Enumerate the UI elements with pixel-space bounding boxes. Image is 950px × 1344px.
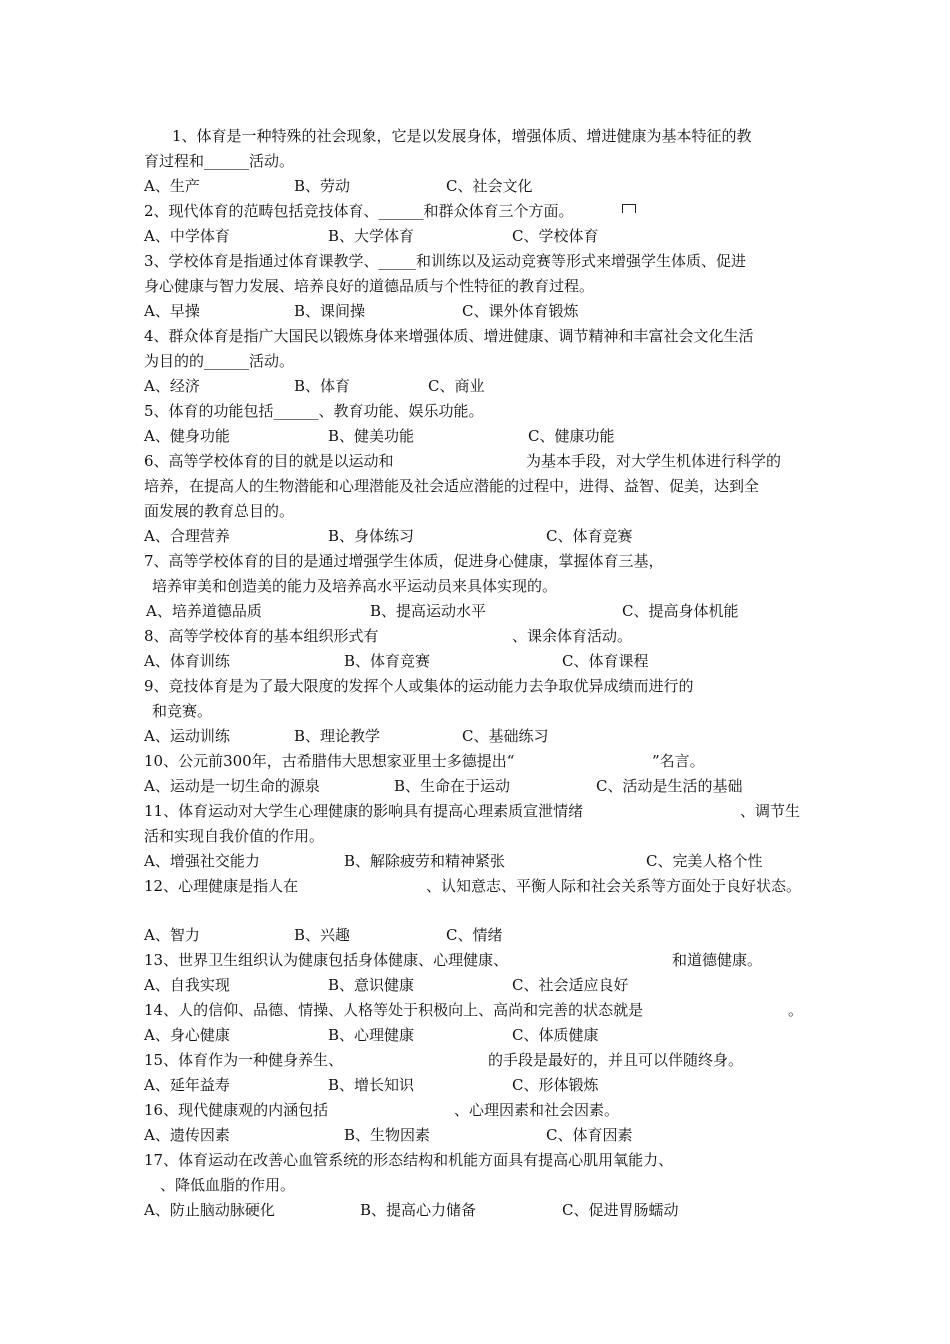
question-6-option-b: B、身体练习 (328, 527, 415, 545)
question-5-line-1: 5、体育的功能包括______、教育功能、娱乐功能。 (144, 402, 484, 420)
question-17-line-2: 、降低血脂的作用。 (160, 1176, 296, 1194)
question-6-option-c: C、体育竞赛 (546, 527, 633, 545)
question-5-option-b: B、健美功能 (328, 427, 415, 445)
question-9-option-b: B、理论教学 (294, 727, 381, 745)
question-13-option-a: A、自我实现 (144, 976, 230, 994)
question-1-line-1: 1、体育是一种特殊的社会现象，它是以发展身体，增强体质、增进健康为基本特征的教 (172, 127, 752, 145)
question-4-line-2: 为目的的______活动。 (144, 352, 295, 370)
question-17-option-a: A、防止脑动脉硬化 (144, 1201, 275, 1219)
question-13-option-b: B、意识健康 (328, 976, 415, 994)
question-6-line-1a: 6、高等学校体育的目的就是以运动和 (144, 452, 394, 470)
question-6-line-2: 培养，在提高人的生物潜能和心理潜能及社会适应潜能的过程中，进得、益智、促美，达到全 (144, 477, 760, 495)
question-8-line-1b: 、课余体育活动。 (512, 627, 633, 645)
question-6-line-1b: 为基本手段，对大学生机体进行科学的 (526, 452, 782, 470)
question-12-option-b: B、兴趣 (294, 926, 351, 944)
question-17-option-c: C、促进胃肠蠕动 (562, 1201, 679, 1219)
question-2-option-c: C、学校体育 (512, 227, 599, 245)
question-4-option-b: B、体育 (294, 377, 351, 395)
question-7-option-b: B、提高运动水平 (370, 602, 487, 620)
question-6-option-a: A、合理营养 (144, 527, 230, 545)
question-16-line-1a: 16、现代健康观的内涵包括 (144, 1101, 329, 1119)
question-16-option-a: A、遗传因素 (144, 1126, 230, 1144)
question-15-line-1a: 15、体育作为一种健身养生、 (144, 1051, 344, 1069)
question-7-option-c: C、提高身体机能 (622, 602, 739, 620)
question-14-option-c: C、体质健康 (512, 1026, 599, 1044)
question-9-line-1: 9、竞技体育是为了最大限度的发挥个人或集体的运动能力去争取优异成绩而进行的 (144, 677, 694, 695)
question-3-line-2: 身心健康与智力发展、培养良好的道德品质与个性特征的教育过程。 (144, 277, 595, 295)
question-10-option-b: B、生命在于运动 (394, 777, 511, 795)
question-11-option-c: C、完美人格个性 (646, 852, 763, 870)
question-17-option-b: B、提高心力储备 (360, 1201, 477, 1219)
question-12-option-c: C、情绪 (446, 926, 503, 944)
question-1-option-a: A、生产 (144, 177, 200, 195)
question-10-option-c: C、活动是生活的基础 (596, 777, 743, 795)
question-3-option-c: C、课外体育锻炼 (462, 302, 579, 320)
question-5-option-a: A、健身功能 (144, 427, 230, 445)
question-13-option-c: C、社会适应良好 (512, 976, 629, 994)
question-11-option-a: A、增强社交能力 (144, 852, 260, 870)
question-14-option-b: B、心理健康 (328, 1026, 415, 1044)
question-1-option-c: C、社会文化 (446, 177, 533, 195)
question-13-line-1b: 和道德健康。 (672, 951, 763, 969)
question-2-line-1: 2、现代体育的范畴包括竞技体育、______和群众体育三个方面。 (144, 202, 574, 220)
question-16-line-1b: 、心理因素和社会因素。 (454, 1101, 620, 1119)
question-17-line-1: 17、体育运动在改善心血管系统的形态结构和机能方面具有提高心肌用氧能力、 (144, 1151, 674, 1169)
question-15-option-a: A、延年益寿 (144, 1076, 230, 1094)
question-15-option-c: C、形体锻炼 (512, 1076, 599, 1094)
question-9-line-2: 和竞赛。 (152, 702, 213, 720)
question-10-option-a: A、运动是一切生命的源泉 (144, 777, 320, 795)
question-3-option-a: A、早操 (144, 302, 200, 320)
question-14-line-1b: 。 (788, 1001, 804, 1019)
question-11-line-2: 活和实现自我价值的作用。 (144, 827, 325, 845)
question-3-line-1: 3、学校体育是指通过体育课教学、_____和训练以及运动竞赛等形式来增强学生体质、促进 (144, 252, 747, 270)
question-15-option-b: B、增长知识 (328, 1076, 415, 1094)
question-7-line-1: 7、高等学校体育的目的是通过增强学生体质，促进身心健康，掌握体育三基， (144, 552, 664, 570)
question-8-option-a: A、体育训练 (144, 652, 230, 670)
question-12-line-1b: 、认知意志、平衡人际和社会关系等方面处于良好状态。 (426, 877, 802, 895)
question-14-line-1a: 14、人的信仰、品德、情操、人格等处于积极向上、高尚和完善的状态就是 (144, 1001, 644, 1019)
question-13-line-1a: 13、世界卫生组织认为健康包括身体健康、心理健康、 (144, 951, 509, 969)
question-7-option-a: A、培养道德品质 (146, 602, 262, 620)
question-4-option-a: A、经济 (144, 377, 200, 395)
question-11-line-1a: 11、体育运动对大学生心理健康的影响具有提高心理素质宣泄情绪 (144, 802, 584, 820)
question-4-option-c: C、商业 (428, 377, 485, 395)
question-10-line-1a: 10、公元前300年，古希腊伟大思想家亚里士多德提出“ (144, 752, 515, 770)
edit-mark (622, 204, 636, 213)
question-2-option-b: B、大学体育 (328, 227, 415, 245)
question-8-option-b: B、体育竞赛 (344, 652, 431, 670)
question-11-line-1b: 、调节生 (740, 802, 801, 820)
question-6-line-3: 面发展的教育总目的。 (144, 502, 295, 520)
question-3-option-b: B、课间操 (294, 302, 366, 320)
question-10-line-1b: ”名言。 (652, 752, 705, 770)
question-12-line-1a: 12、心理健康是指人在 (144, 877, 299, 895)
question-16-option-b: B、生物因素 (344, 1126, 431, 1144)
question-9-option-a: A、运动训练 (144, 727, 230, 745)
question-5-option-c: C、健康功能 (528, 427, 615, 445)
question-4-line-1: 4、群众体育是指广大国民以锻炼身体来增强体质、增进健康、调节精神和丰富社会文化生活 (144, 327, 754, 345)
question-16-option-c: C、体育因素 (546, 1126, 633, 1144)
question-14-option-a: A、身心健康 (144, 1026, 230, 1044)
question-7-line-2: 培养审美和创造美的能力及培养高水平运动员来具体实现的。 (152, 577, 558, 595)
question-2-option-a: A、中学体育 (144, 227, 230, 245)
question-1-option-b: B、劳动 (294, 177, 351, 195)
question-12-option-a: A、智力 (144, 926, 200, 944)
question-8-line-1a: 8、高等学校体育的基本组织形式有 (144, 627, 379, 645)
question-11-option-b: B、解除疲劳和精神紧张 (344, 852, 506, 870)
question-9-option-c: C、基础练习 (462, 727, 549, 745)
question-15-line-1b: 的手段是最好的，并且可以伴随终身。 (488, 1051, 744, 1069)
question-1-line-2: 育过程和______活动。 (144, 152, 295, 170)
question-8-option-c: C、体育课程 (562, 652, 649, 670)
